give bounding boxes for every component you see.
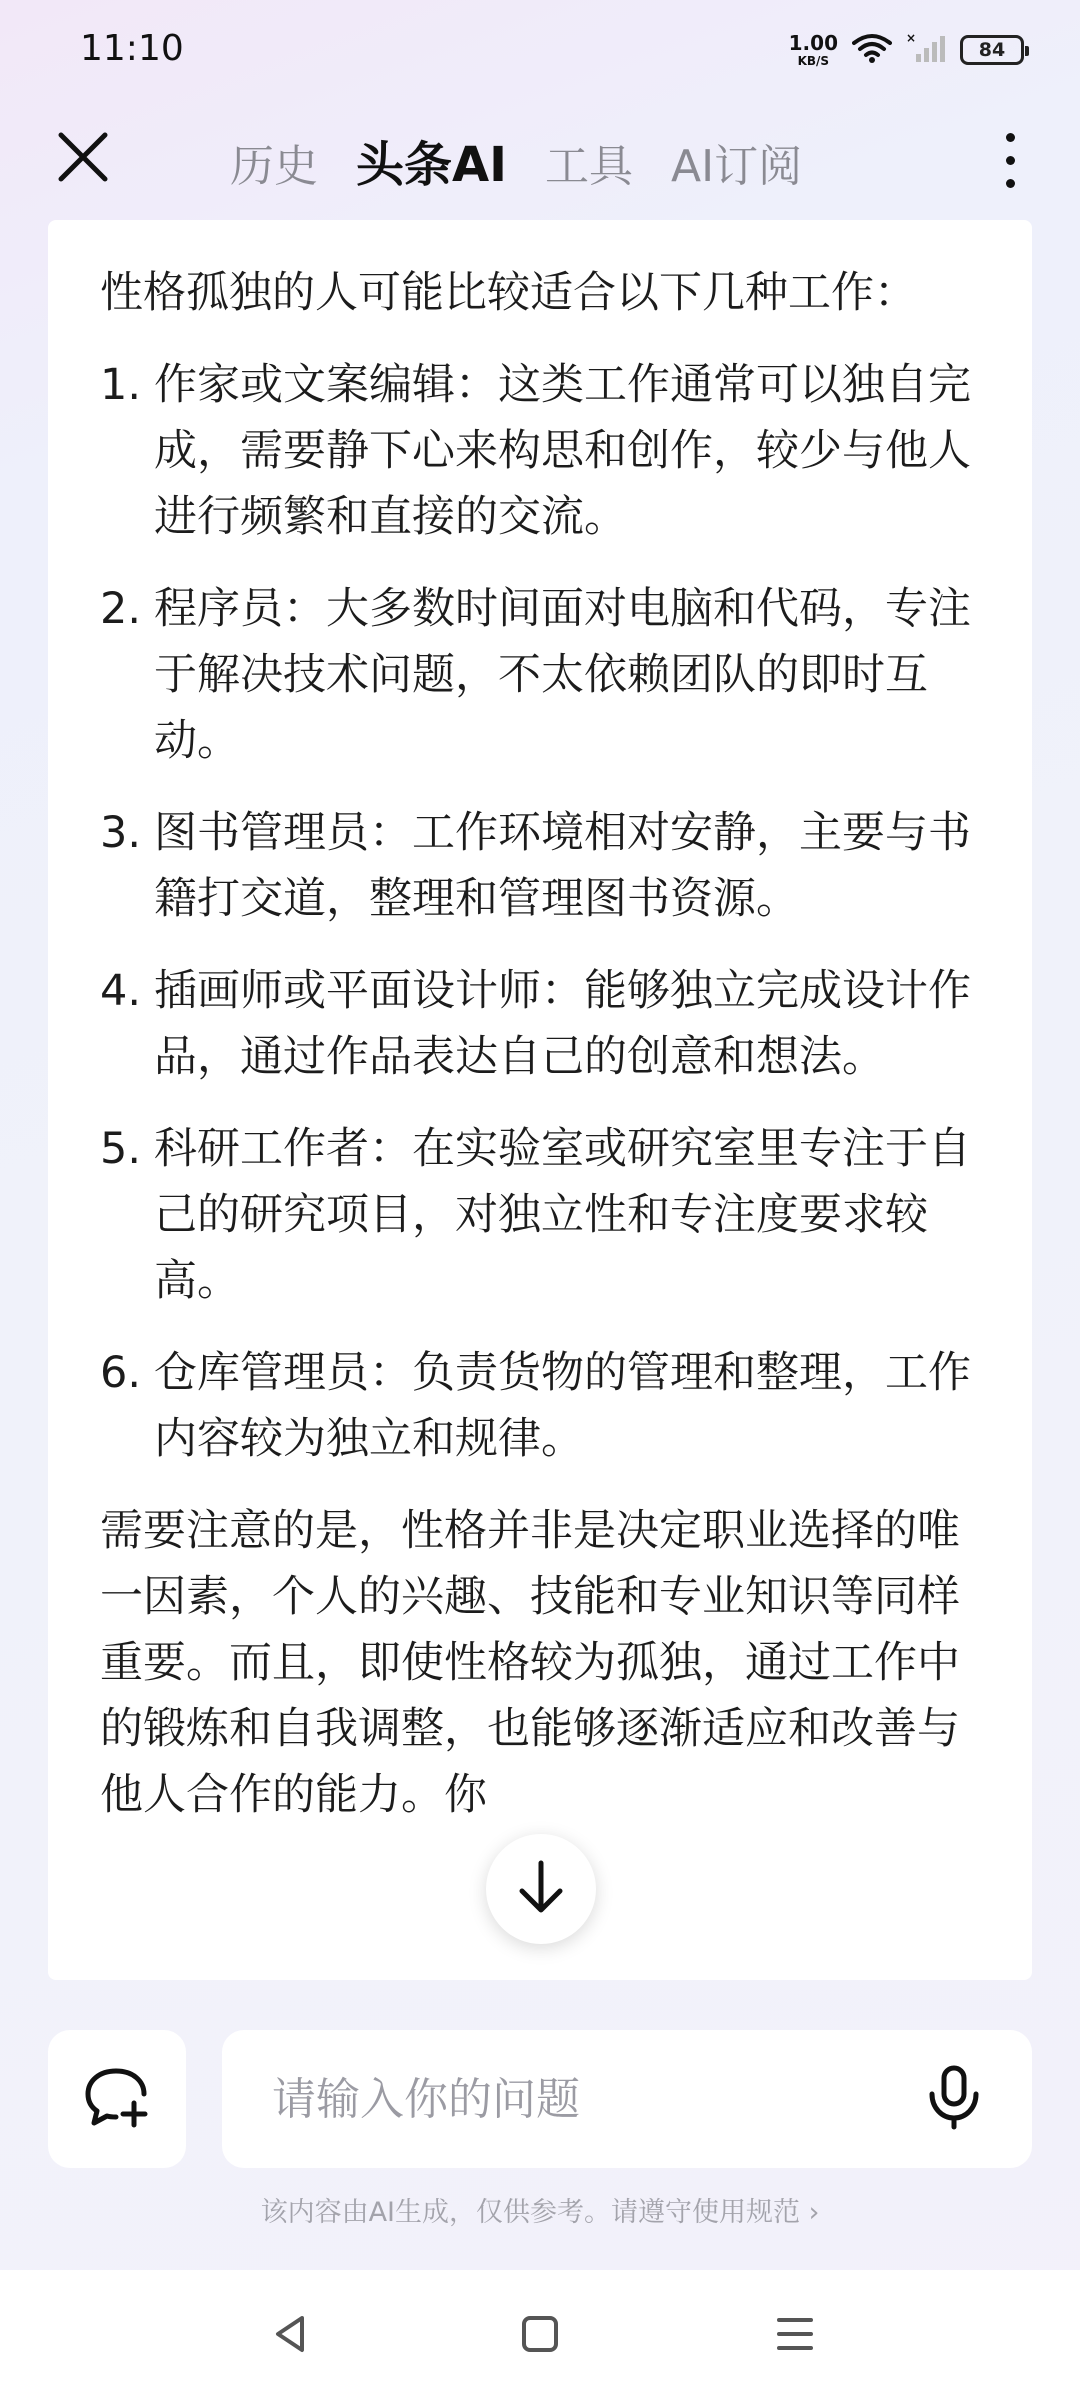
network-speed	[789, 33, 838, 67]
battery-level: 84	[978, 39, 1006, 61]
system-nav-bar	[0, 2270, 1080, 2400]
list-item-text: 插画师或平面设计师：能够独立完成设计作品，通过作品表达自己的创意和想法。	[154, 966, 971, 1082]
arrow-down-icon	[516, 1859, 566, 1919]
square-home-icon	[520, 2314, 560, 2358]
network-speed-unit: KB/S	[797, 54, 830, 68]
status-icons	[789, 30, 1024, 70]
answer-list	[100, 352, 980, 1472]
tab-tools[interactable]: 工具	[545, 141, 634, 192]
list-item-index: 4.	[100, 966, 142, 1016]
ai-disclaimer	[0, 2190, 1080, 2229]
list-item-text: 图书管理员：工作环境相对安静，主要与书籍打交道，整理和管理图书资源。	[154, 808, 971, 924]
list-item	[100, 958, 980, 1090]
list-item-text: 仓库管理员：负责货物的管理和整理，工作内容较为独立和规律。	[154, 1348, 971, 1464]
tab-toutiao-ai[interactable]: 头条AI	[356, 137, 508, 193]
status-time: 11:10	[80, 28, 184, 69]
tab-history[interactable]: 历史	[230, 141, 318, 192]
list-item	[100, 800, 980, 932]
scroll-to-bottom-button[interactable]	[486, 1834, 596, 1944]
list-item-text: 程序员：大多数时间面对电脑和代码，专注于解决技术问题，不太依赖团队的即时互动。	[154, 584, 971, 766]
question-input-box	[222, 2030, 1032, 2168]
network-speed-value: 1.00	[788, 31, 838, 55]
disclaimer-text: 该内容由AI生成，仅供参考。	[260, 2197, 612, 2228]
tab-ai-subscribe[interactable]: AI订阅	[671, 141, 803, 192]
new-chat-icon	[82, 2065, 152, 2133]
microphone-icon	[926, 2064, 982, 2134]
wifi-icon	[852, 32, 892, 68]
top-nav	[0, 112, 1080, 202]
list-item	[100, 576, 980, 774]
voice-input-button[interactable]	[924, 2064, 984, 2134]
list-item-index: 1.	[100, 360, 142, 410]
home-button[interactable]	[505, 2306, 575, 2366]
recent-apps-button[interactable]	[760, 2306, 830, 2366]
svg-text:×: ×	[906, 32, 917, 45]
signal-icon	[906, 32, 946, 68]
ai-answer-card	[48, 220, 1032, 1980]
close-icon	[56, 130, 110, 188]
close-button[interactable]	[48, 124, 118, 194]
answer-body	[100, 260, 980, 1828]
list-item-index: 3.	[100, 808, 142, 858]
more-button[interactable]	[980, 120, 1040, 200]
back-button[interactable]	[255, 2306, 325, 2366]
question-input[interactable]	[272, 2074, 924, 2125]
list-item	[100, 1340, 980, 1472]
tab-bar	[230, 126, 802, 195]
more-vertical-icon	[1006, 133, 1015, 188]
status-bar	[0, 0, 1080, 100]
new-chat-button[interactable]	[48, 2030, 186, 2168]
answer-intro: 性格孤独的人可能比较适合以下几种工作：	[100, 268, 917, 318]
list-item	[100, 1116, 980, 1314]
list-item-text: 科研工作者：在实验室或研究室里专注于自己的研究项目，对独立性和专注度要求较高。	[154, 1124, 971, 1306]
menu-lines-icon	[775, 2314, 815, 2358]
triangle-back-icon	[270, 2312, 310, 2360]
battery-icon	[960, 35, 1024, 65]
list-item-index: 5.	[100, 1124, 142, 1174]
list-item	[100, 352, 980, 550]
list-item-text: 作家或文案编辑：这类工作通常可以独自完成，需要静下心来构思和创作，较少与他人进行频繁和直接的交流。	[154, 360, 971, 542]
answer-conclusion: 需要注意的是，性格并非是决定职业选择的唯一因素，个人的兴趣、技能和专业知识等同样重要。而且，即使性格较为孤独，通过工作中的锻炼和自我调整，也能够逐渐适应和改善与他人合作的能力。你	[100, 1506, 960, 1820]
list-item-index: 2.	[100, 584, 142, 634]
usage-rules-link[interactable]: 请遵守使用规范 ›	[611, 2197, 820, 2228]
list-item-index: 6.	[100, 1348, 142, 1398]
